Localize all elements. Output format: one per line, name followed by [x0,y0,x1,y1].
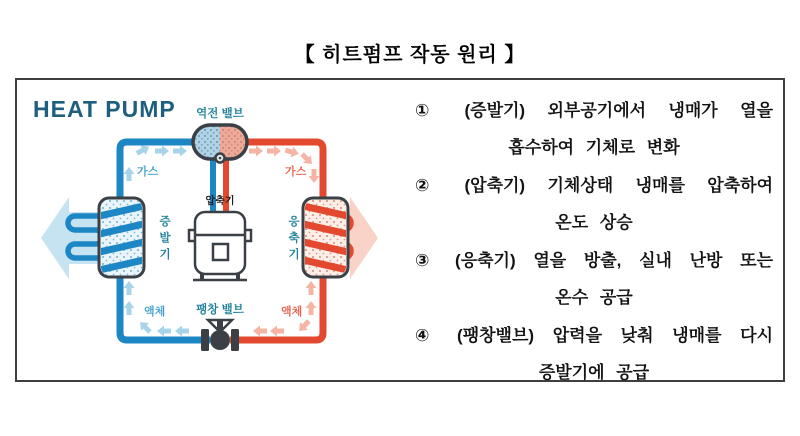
step-line: ④ (팽창밸브) 압력을 낮춰 냉매를 다시 [415,326,773,345]
liquid-label-left: 액체 [144,306,166,318]
step-line: ③ (응축기) 열을 방출, 실내 난방 또는 [415,251,773,270]
condenser-label: 응축기 [287,215,299,265]
heat-pump-diagram [17,80,402,380]
step-line: ① (증발기) 외부공기에서 냉매가 열을 [415,101,773,120]
heat-pump-schematic [17,80,402,380]
step-line: 흡수하여 기체로 변화 [508,138,680,157]
step-line: ② (압축기) 기체상태 냉매를 압축하여 [415,176,773,195]
gas-label-left: 가스 [137,166,159,178]
cold-air-arrow [41,197,101,279]
gas-label-right: 가스 [285,166,307,178]
step-compressor [405,171,779,233]
step-line: 증발기에 공급 [538,363,650,382]
reversing-valve [193,125,247,163]
step-line: 온수 공급 [555,288,633,307]
step-line: 온도 상승 [555,213,633,232]
compressor-label: 압축기 [205,196,235,207]
step-evaporator [405,96,779,158]
steps-panel [405,80,779,380]
reversing-valve-label: 역전 밸브 [196,108,244,120]
step-condenser [405,246,779,308]
figure-panel [15,78,785,382]
step-expansion-valve [405,321,779,383]
condenser [299,198,352,277]
figure-title: 【 히트펌프 작동 원리 】 [294,44,526,66]
compressor [189,212,251,280]
heat-pump-heading: HEAT PUMP [33,96,176,122]
evaporator [95,198,148,277]
expansion-valve [201,320,239,351]
liquid-label-right: 액체 [281,306,303,318]
evaporator-label: 증발기 [158,215,170,265]
expansion-valve-label: 팽창 밸브 [196,304,244,316]
